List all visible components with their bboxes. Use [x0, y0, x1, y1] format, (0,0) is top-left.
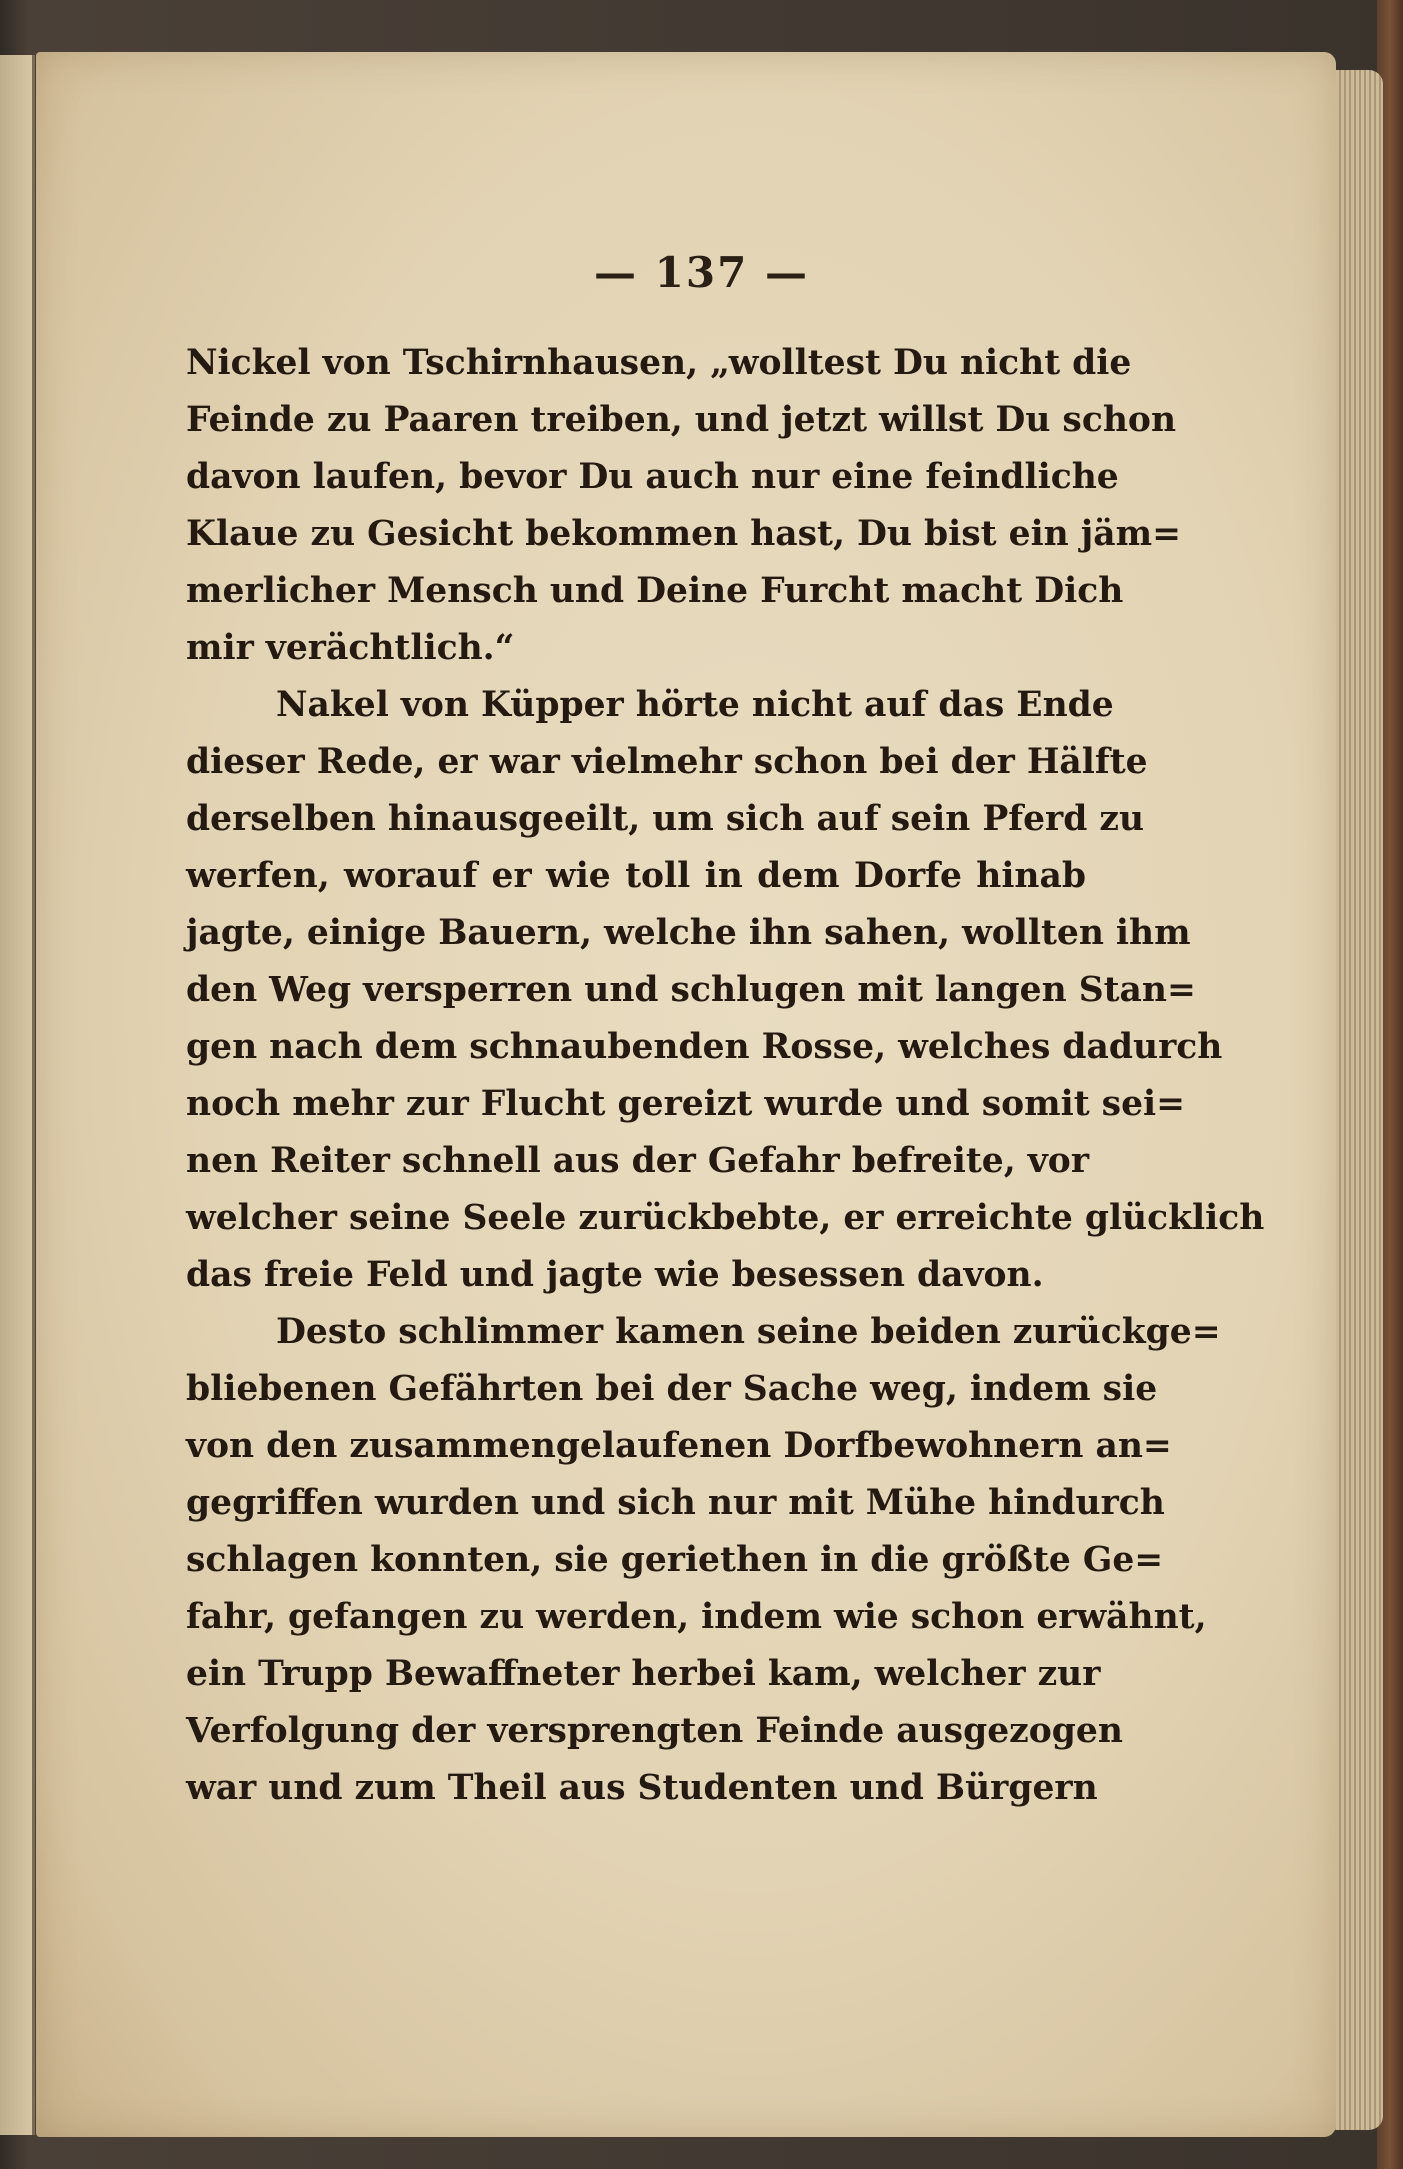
text-line: Nickel von Tschirnhausen, „wolltest Du nicht die	[186, 343, 1132, 383]
text-line: noch mehr zur Flucht gereizt wurde und somit sei=	[186, 1084, 1186, 1124]
text-line: bliebenen Gefährten bei der Sache weg, indem sie	[186, 1369, 1158, 1409]
text-line: nen Reiter schnell aus der Gefahr befreite, vor	[186, 1141, 1089, 1181]
text-line: gegriffen wurden und sich nur mit Mühe hindurch	[186, 1483, 1165, 1523]
text-line: Feinde zu Paaren treiben, und jetzt willst Du schon	[186, 400, 1177, 440]
paragraph-2	[186, 677, 1265, 1304]
page-stack-edges	[1331, 70, 1383, 2130]
text-line: ein Trupp Bewaffneter herbei kam, welcher zur	[186, 1654, 1101, 1694]
text-line: mir verächtlich.“	[186, 628, 515, 668]
page-number: — 137 —	[594, 248, 809, 297]
text-line: welcher seine Seele zurückbebte, er erreichte glücklich	[186, 1198, 1265, 1238]
paragraph-3	[186, 1304, 1221, 1817]
text-line: Verfolgung der versprengten Feinde ausgezogen	[186, 1711, 1123, 1751]
previous-page-edge	[0, 55, 35, 2135]
text-line: war und zum Theil aus Studenten und Bürgern	[186, 1768, 1098, 1808]
text-line: Desto schlimmer kamen seine beiden zurückge=	[276, 1312, 1221, 1352]
text-line: merlicher Mensch und Deine Furcht macht Dich	[186, 571, 1124, 611]
text-line: Nakel von Küpper hörte nicht auf das Ende	[276, 685, 1114, 725]
text-line: davon laufen, bevor Du auch nur eine feindliche	[186, 457, 1119, 497]
text-line: Klaue zu Gesicht bekommen hast, Du bist ein jäm=	[186, 514, 1182, 554]
paragraph-1	[186, 335, 1182, 677]
text-line: dieser Rede, er war vielmehr schon bei der Hälfte	[186, 742, 1148, 782]
text-line: derselben hinausgeeilt, um sich auf sein Pferd zu	[186, 799, 1145, 839]
text-line: das freie Feld und jagte wie besessen davon.	[186, 1255, 1044, 1295]
body-text	[186, 335, 1265, 1817]
text-line: von den zusammengelaufenen Dorfbewohnern an=	[186, 1426, 1172, 1466]
text-line: werfen, worauf er wie toll in dem Dorfe hinab	[186, 856, 1086, 896]
text-line: jagte, einige Bauern, welche ihn sahen, wollten ihm	[186, 913, 1191, 953]
text-line: gen nach dem schnaubenden Rosse, welches dadurch	[186, 1027, 1223, 1067]
text-line: schlagen konnten, sie geriethen in die größte Ge=	[186, 1540, 1164, 1580]
text-line: fahr, gefangen zu werden, indem wie schon erwähnt,	[186, 1597, 1207, 1637]
text-line: den Weg versperren und schlugen mit langen Stan=	[186, 970, 1196, 1010]
